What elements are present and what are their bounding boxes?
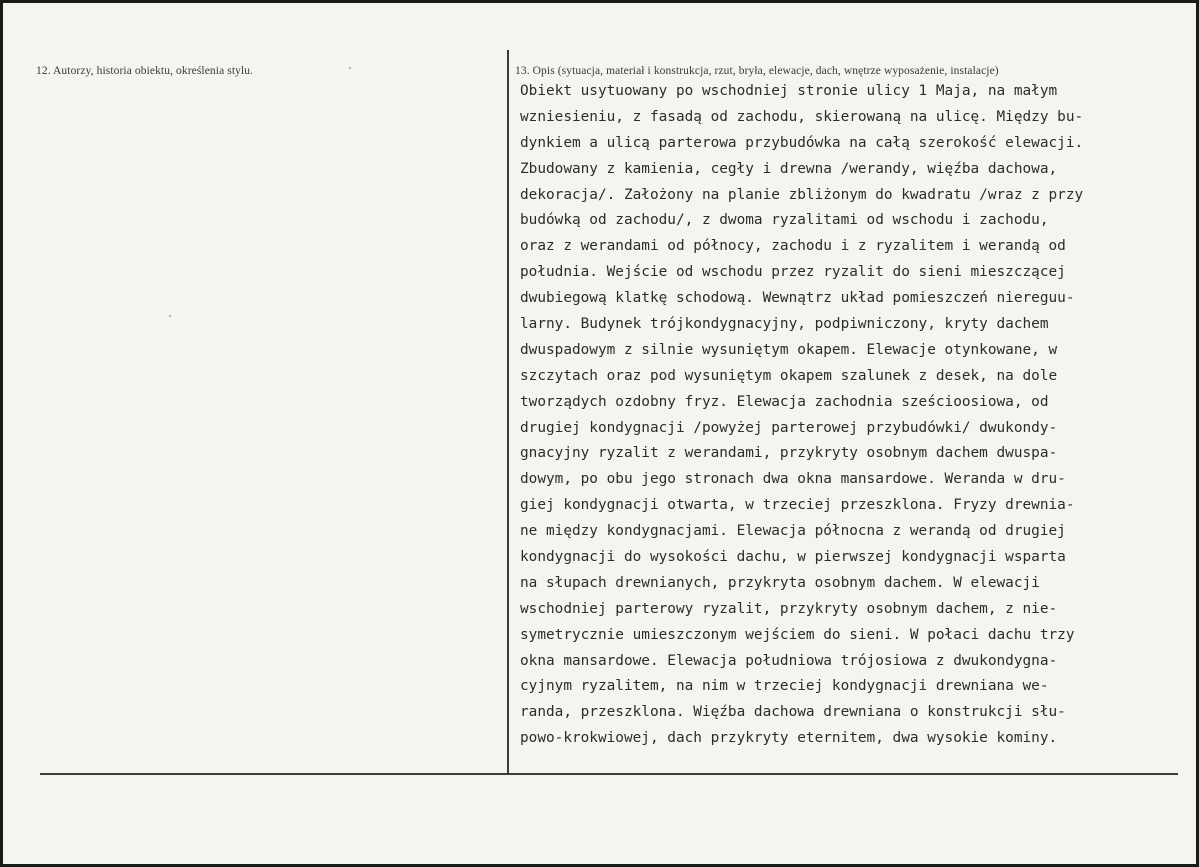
text-line: dwuspadowym z silnie wysuniętym okapem. Elewacje otynkowane, w xyxy=(520,341,1058,358)
text-line: tworządych ozdobny fryz. Elewacja zachodnia sześcioosiowa, od xyxy=(520,393,1049,410)
text-line: okna mansardowe. Elewacja południowa trójosiowa z dwukondygna- xyxy=(520,652,1058,669)
section-12-heading: 12. Autorzy, historia obiektu, określenia stylu. xyxy=(36,65,254,77)
text-line: wschodniej parterowy ryzalit, przykryty osobnym dachem, z nie- xyxy=(520,600,1058,617)
text-line: drugiej kondygnacji /powyżej parterowej przybudówki/ dwukondy- xyxy=(520,419,1058,436)
text-line: kondygnacji do wysokości dachu, w pierwszej kondygnacji wsparta xyxy=(520,549,1066,566)
text-line: dynkiem a ulicą parterowa przybudówka na całą szerokość elewacji. xyxy=(520,134,1084,151)
text-line: na słupach drewnianych, przykryta osobnym dachem. W elewacji xyxy=(520,574,1040,591)
text-line: gnacyjny ryzalit z werandami, przykryty osobnym dachem dwuspa- xyxy=(520,445,1058,462)
section-13-heading: 13. Opis (sytuacja, materiał i konstrukcja, rzut, bryła, elewacje, dach, wnętrze wyposażenie, instalacje) xyxy=(515,65,999,77)
column-divider xyxy=(507,50,509,773)
text-line: Zbudowany z kamienia, cegły i drewna /werandy, więźba dachowa, xyxy=(520,160,1058,177)
document-page xyxy=(3,3,1196,864)
text-line: ne między kondygnacjami. Elewacja północna z werandą od drugiej xyxy=(520,523,1066,540)
text-line: południa. Wejście od wschodu przez ryzalit do sieni mieszczącej xyxy=(520,264,1066,281)
text-line: oraz z werandami od północy, zachodu i z ryzalitem i werandą od xyxy=(520,238,1066,255)
text-line: randa, przeszklona. Więźba dachowa drewniana o konstrukcji słu- xyxy=(520,704,1066,721)
text-line: symetrycznie umieszczonym wejściem do sieni. W połaci dachu trzy xyxy=(520,626,1075,643)
text-line: dwubiegową klatkę schodową. Wewnątrz układ pomieszczeń niereguu- xyxy=(520,290,1075,307)
text-line: cyjnym ryzalitem, na nim w trzeciej kondygnacji drewniana we- xyxy=(520,678,1049,695)
text-line: powo-krokwiowej, dach przykryty eternitem, dwa wysokie kominy. xyxy=(520,730,1058,747)
text-line: budówką od zachodu/, z dwoma ryzalitami od wschodu i zachodu, xyxy=(520,212,1049,229)
text-line: giej kondygnacji otwarta, w trzeciej przeszklona. Fryzy drewnia- xyxy=(520,497,1075,514)
paper-speck xyxy=(169,315,171,317)
text-line: wzniesieniu, z fasadą od zachodu, skierowaną na ulicę. Między bu- xyxy=(520,108,1084,125)
text-line: larny. Budynek trójkondygnacyjny, podpiwniczony, kryty dachem xyxy=(520,316,1049,333)
text-line: dowym, po obu jego stronach dwa okna mansardowe. Weranda w dru- xyxy=(520,471,1066,488)
paper-speck xyxy=(349,67,351,69)
bottom-rule xyxy=(40,773,1178,775)
description-text xyxy=(520,79,1083,752)
text-line: szczytach oraz pod wysuniętym okapem szalunek z desek, na dole xyxy=(520,367,1058,384)
text-line: Obiekt usytuowany po wschodniej stronie ulicy 1 Maja, na małym xyxy=(520,83,1058,99)
text-line: dekoracja/. Założony na planie zbliżonym do kwadratu /wraz z przy xyxy=(520,186,1084,203)
